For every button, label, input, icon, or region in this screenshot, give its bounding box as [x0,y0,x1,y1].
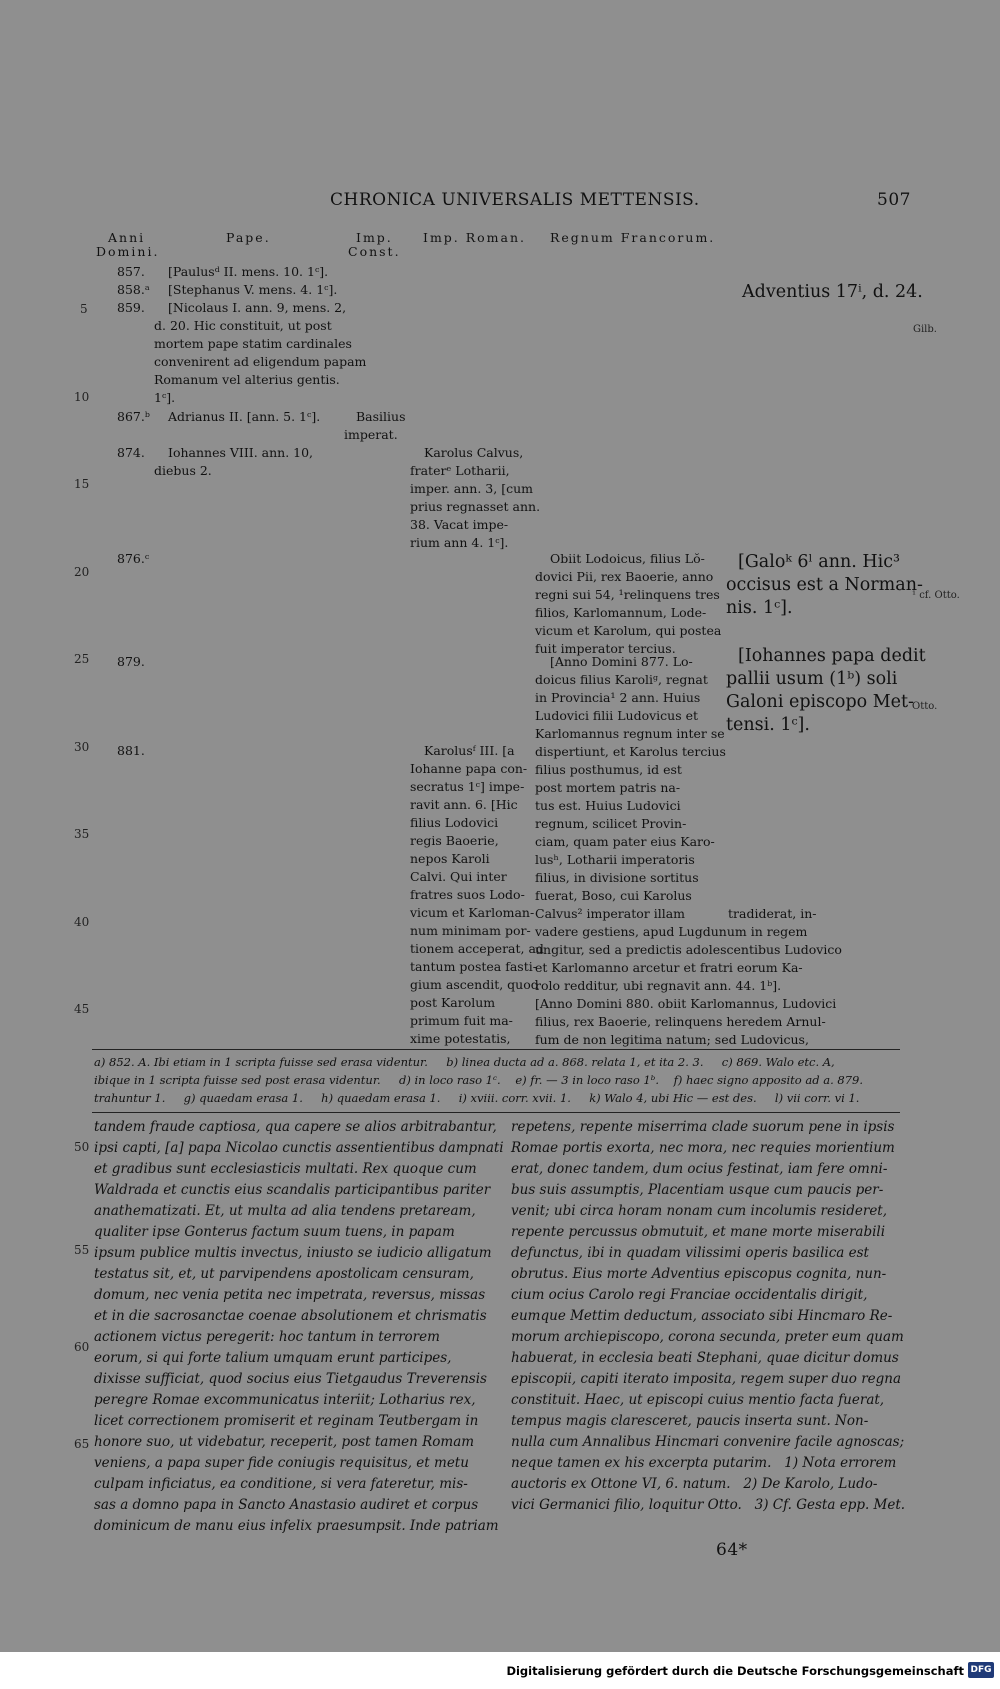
body-line: ipsi capti, [a] papa Nicolao cunctis assentientibus dampnati [94,1140,504,1156]
body-line: nulla cum Annalibus Hincmari convenire facile agnoscas; [511,1434,905,1450]
body-line: eumque Mettim deductum, associato sibi Hincmaro Re- [511,1308,893,1324]
emperor-roman-entry: prius regnasset ann. [410,499,541,514]
body-line: neque tamen ex his excerpta putarim. 1) Nota errorem [511,1455,897,1471]
body-line: auctoris ex Ottone VI, 6. natum. 2) De Karolo, Ludo- [511,1476,878,1492]
bishop-entry-galo: [Galoᵏ 6ˡ ann. Hic³ [738,552,901,572]
regnum-entry: Calvus² imperator illam [535,906,685,921]
footnote-line: a) 852. A. Ibi etiam in 1 scripta fuisse sed erasa videntur. b) linea ducta ad a. 868. relata 1, et ita 2. 3. c) 869. Walo etc. A, [94,1055,835,1069]
body-line: obrutus. Eius morte Adventius episcopus cognita, nun- [511,1266,887,1282]
emperor-roman-entry: Karolus Calvus, [424,445,524,460]
emperor-roman-entry: filius Lodovici [410,815,499,830]
col-imp-roman: Imp. Roman. [423,230,527,245]
regnum-entry: dispertiunt, et Karolus tercius [535,744,726,759]
digitization-footer [0,1652,1000,1689]
emperor-roman-entry: ravit ann. 6. [Hic [410,797,518,812]
pope-entry: Romanum vel alterius gentis. [154,372,340,387]
emperor-roman-entry: Calvi. Qui inter [410,869,507,884]
regnum-entry: [Anno Domini 880. obiit Karlomannus, Ludovici [535,996,837,1011]
regnum-entry: fum de non legitima natum; sed Ludovicus, [535,1032,809,1047]
year: 857. [117,264,145,279]
line-number: 55 [74,1243,90,1257]
regnum-entry: rolo redditur, ubi regnavit ann. 44. 1ᵇ]. [535,978,782,993]
regnum-entry: vadere gestiens, apud Lugdunum in regem [535,924,808,939]
pope-entry: Adrianus II. [ann. 5. 1ᶜ]. [168,409,321,424]
body-line: honore suo, ut videbatur, receperit, post tamen Romam [94,1434,475,1450]
body-line: testatus sit, et, ut parvipendens apostolicam censuram, [94,1266,474,1282]
body-line: tempus magis claresceret, paucis inserta sunt. Non- [511,1413,869,1429]
body-line: habuerat, in ecclesia beati Stephani, quae dicitur domus [511,1350,899,1366]
body-line: cium ocius Carolo regi Franciae occidentalis dirigit, [511,1287,868,1303]
col-anni-1: Anni [108,230,146,245]
emperor-roman-entry: vicum et Karloman- [410,905,535,920]
year: 876.ᶜ [117,551,150,566]
bishop-entry-galo: nis. 1ᶜ]. [726,598,793,618]
pope-entry: mortem pape statim cardinales [154,336,352,351]
footnote-line: ibique in 1 scripta fuisse sed post erasa videntur. d) in loco raso 1ᶜ. e) fr. — 3 in loco raso 1ᵇ. f) haec signo apposito ad a. 879. [94,1073,864,1087]
body-line: venit; ubi circa horam nonam cum incolumis resideret, [511,1203,888,1219]
emperor-roman-entry: imper. ann. 3, [cum [410,481,533,496]
line-number: 35 [74,827,90,841]
emperor-roman-entry: Karolusᶠ III. [a [424,743,515,758]
body-line: episcopii, capiti iterato imposita, regem super duo regna [511,1371,902,1387]
regnum-entry: doicus filius Karoliᵍ, regnat [535,672,708,687]
pope-entry: Iohannes VIII. ann. 10, [168,445,314,460]
body-line: domum, nec venia petita nec impetrata, reversus, missas [94,1287,486,1303]
line-number: 40 [74,915,90,929]
year: 879. [117,654,145,669]
pope-entry: 1ᶜ]. [154,390,176,405]
pope-entry: d. 20. Hic constituit, ut post [154,318,332,333]
body-line: peregre Romae excommunicatus interiit; Lotharius rex, [94,1392,476,1408]
pope-entry: [Stephanus V. mens. 4. 1ᶜ]. [168,282,338,297]
body-line: bus suis assumptis, Placentiam usque cum paucis per- [511,1182,884,1198]
line-number: 25 [74,652,90,666]
year: 874. [117,445,145,460]
emperor-roman-entry: regis Baoerie, [410,833,499,848]
margin-note-otto: Otto. [912,701,938,712]
body-line: anathematizati. Et, ut multa ad alia tendens pretaream, [94,1203,476,1219]
regnum-entry: post mortem patris na- [535,780,681,795]
emperor-roman-entry: Iohanne papa con- [410,761,528,776]
body-line: sas a domno papa in Sancto Anastasio audiret et corpus [94,1497,479,1513]
emperor-roman-entry: post Karolum [410,995,496,1010]
year: 859. [117,300,145,315]
bishop-entry-iohannes: pallii usum (1ᵇ) soli [726,669,898,689]
bishop-entry-iohannes: tensi. 1ᶜ]. [726,715,810,735]
body-line: vici Germanici filio, loquitur Otto. 3) Cf. Gesta epp. Met. [511,1497,906,1513]
bishop-entry-adventius: Adventius 17ⁱ, d. 24. [742,282,923,302]
emperor-roman-entry: gium ascendit, quod [410,977,539,992]
body-line: Romae portis exorta, nec mora, nec requies morientium [511,1140,895,1156]
bishop-entry-iohannes: [Iohannes papa dedit [738,646,926,666]
regnum-entry: filius, rex Baoerie, relinquens heredem Arnul- [535,1014,826,1029]
bishop-entry-galo: occisus est a Norman- [726,575,923,595]
regnum-entry: tus est. Huius Ludovici [535,798,681,813]
line-number: 15 [74,477,90,491]
body-line: morum archiepiscopo, corona secunda, preter eum quam [511,1329,904,1345]
margin-note-gilb: Gilb. [913,324,937,335]
regnum-entry: regnum, scilicet Provin- [535,816,687,831]
line-number: 30 [74,740,90,754]
regnum-entry: regni sui 54, ¹relinquens tres [535,587,720,602]
body-line: defunctus, ibi in quadam vilissimi operis basilica est [511,1245,869,1261]
emperor-roman-entry: fratres suos Lodo- [410,887,525,902]
regnum-entry: fuit imperator tercius. [535,641,676,656]
col-anni-2: Domini. [96,244,160,259]
emperor-roman-entry: rium ann 4. 1ᶜ]. [410,535,509,550]
regnum-entry: vicum et Karolum, qui postea [535,623,722,638]
margin-note-cf-otto: ¹ cf. Otto. [912,590,960,601]
footnote-rule-bottom [92,1112,900,1113]
regnum-entry: ciam, quam pater eius Karo- [535,834,715,849]
emperor-roman-entry: xime potestatis, [410,1031,511,1046]
line-number: 20 [74,565,90,579]
line-number: 5 [80,302,88,316]
body-line: Waldrada et cunctis eius scandalis participantibus pariter [94,1182,491,1198]
year: 867.ᵇ [117,409,150,424]
body-line: culpam inficiatus, ea conditione, si vera fateretur, mis- [94,1476,468,1492]
footnote-line: trahuntur 1. g) quaedam erasa 1. h) quaedam erasa 1. i) xviii. corr. xvii. 1. k) Walo 4, ubi Hic — est des. l) vii corr. vi 1. [94,1091,860,1105]
body-line: repetens, repente miserrima clade suorum pene in ipsis [511,1119,895,1135]
footer-credit: Digitalisierung gefördert durch die Deutsche Forschungsgemeinschaft [506,1664,964,1678]
emperor-roman-entry: primum fuit ma- [410,1013,513,1028]
line-number: 45 [74,1002,90,1016]
page-number: 507 [877,190,911,210]
body-line: veniens, a papa super fide coniugis requisitus, et metu [94,1455,469,1471]
pope-entry: [Nicolaus I. ann. 9, mens. 2, [168,300,347,315]
col-imp-const-2: Const. [348,244,401,259]
emperor-const-entry: imperat. [344,427,398,442]
body-line: tandem fraude captiosa, qua capere se alios arbitrabantur, [94,1119,497,1135]
col-imp-const-1: Imp. [356,230,393,245]
body-line: constituit. Haec, ut episcopi cuius mentio facta fuerat, [511,1392,885,1408]
body-line: ipsum publice multis invectus, iniusto se iudicio alligatum [94,1245,492,1261]
line-number: 10 [74,390,90,404]
body-line: qualiter ipse Gonterus factum suum tuens, in papam [94,1224,455,1240]
pope-entry: [Paulusᵈ II. mens. 10. 1ᶜ]. [168,264,329,279]
running-title: CHRONICA UNIVERSALIS METTENSIS. [330,190,700,210]
regnum-entry: filius, in divisione sortitus [535,870,699,885]
body-line: et gradibus sunt ecclesiasticis multati. Rex quoque cum [94,1161,477,1177]
body-line: dixisse sufficiat, quod socius eius Tietgaudus Treverensis [94,1371,487,1387]
regnum-entry: fuerat, Boso, cui Karolus [535,888,692,903]
year: 881. [117,743,145,758]
emperor-roman-entry: tantum postea fasti- [410,959,537,974]
regnum-entry: Karlomannus regnum inter se [535,726,725,741]
body-line: dominicum de manu eius infelix praesumpsit. Inde patriam [94,1518,499,1534]
emperor-roman-entry: fraterᵉ Lotharii, [410,463,510,478]
regnum-entry: dovici Pii, rex Baoerie, anno [535,569,714,584]
body-line: licet correctionem promiserit et reginam Teutbergam in [94,1413,479,1429]
footnote-rule [92,1049,900,1050]
regnum-entry: filius posthumus, id est [535,762,682,777]
regnum-entry: ungitur, sed a predictis adolescentibus Ludovico [535,942,842,957]
signature-mark: 64* [716,1540,748,1560]
regnum-entry: tradiderat, in- [728,906,817,921]
emperor-roman-entry: tionem acceperat, ad [410,941,544,956]
regnum-entry: in Provincia¹ 2 ann. Huius [535,690,701,705]
emperor-const-entry: Basilius [356,409,406,424]
year: 858.ᵃ [117,282,150,297]
body-line: erat, donec tandem, dum ocius festinat, iam fere omni- [511,1161,888,1177]
line-number: 65 [74,1437,90,1451]
dfg-logo-icon: DFG [968,1662,994,1678]
line-number: 50 [74,1140,90,1154]
pope-entry: convenirent ad eligendum papam [154,354,367,369]
emperor-roman-entry: 38. Vacat impe- [410,517,509,532]
emperor-roman-entry: nepos Karoli [410,851,490,866]
regnum-entry: [Anno Domini 877. Lo- [550,654,693,669]
body-line: eorum, si qui forte talium umquam erunt participes, [94,1350,452,1366]
regnum-entry: Ludovici filii Ludovicus et [535,708,699,723]
col-pape: Pape. [226,230,271,245]
regnum-entry: filios, Karlomannum, Lode- [535,605,707,620]
pope-entry: diebus 2. [154,463,212,478]
emperor-roman-entry: num minimam por- [410,923,531,938]
emperor-roman-entry: secratus 1ᶜ] impe- [410,779,525,794]
body-line: et in die sacrosanctae coenae absolutionem et chrismatis [94,1308,487,1324]
line-number: 60 [74,1340,90,1354]
body-line: repente percussus obmutuit, et mane morte miserabili [511,1224,886,1240]
regnum-entry: Obiit Lodoicus, filius Lŏ- [550,551,705,566]
bishop-entry-iohannes: Galoni episcopo Met- [726,692,914,712]
body-line: actionem victus peregerit: hoc tantum in terrorem [94,1329,440,1345]
regnum-entry: et Karlomanno arcetur et fratri eorum Ka- [535,960,803,975]
regnum-entry: lusʰ, Lotharii imperatoris [535,852,695,867]
col-regnum: Regnum Francorum. [550,230,716,245]
